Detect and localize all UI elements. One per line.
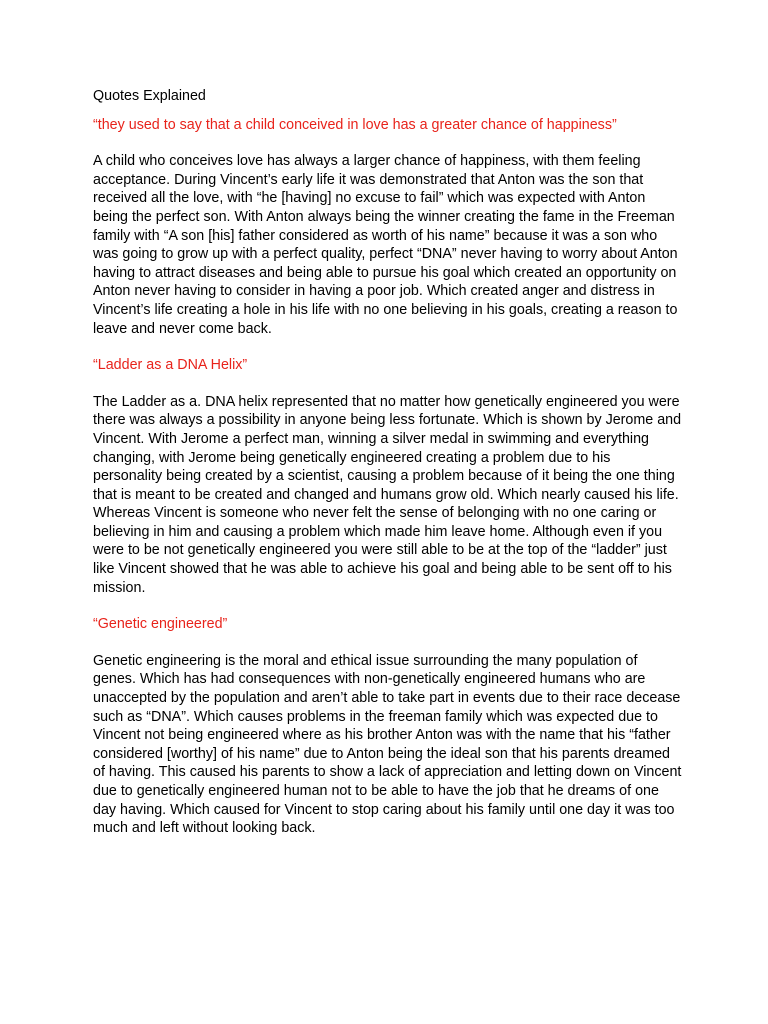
document-content [93,87,683,856]
section-1-body: A child who conceives love has always a larger chance of happiness, with them feeling acceptance. During Vincent’s early life it was demonstrated that Anton was the son that received all the love, with “he [having] no excuse to fail” which was expected with Anton being the perfect son. With Anton always being the winner creating the fame in the Freeman family with “A son [his] father considered as worth of his name” because it was a son who was going to grow up with a perfect quality, perfect “DNA” never having to worry about Anton having to attract diseases and being able to pursue his goal which created an opportunity on Anton never having to consider in having a poor job. Which created anger and distress in Vincent’s life creating a hole in his life with no one believing in his goals, creating a reason to leave and never come back. [93,153,678,337]
section-2-quote: “Ladder as a DNA Helix” [93,357,248,374]
document-title: Quotes Explained [93,88,206,104]
section-2-body: The Ladder as a. DNA helix represented that no matter how genetically engineered you were there was always a possibility in anyone being less fortunate. Which is shown by Jerome and Vincent. With Jerome a perfect man, winning a silver medal in swimming and everything changing, with Jerome being genetically engineered creating a problem due to his personality being created by a scientist, causing a problem because of it being the one thing that is meant to be created and changed and humans grow old. Which nearly caused his life. Whereas Vincent is someone who never felt the sense of belonging with no one caring or believing in him and causing a problem which made him leave home. Although even if you were to be not genetically engineered you were still able to be at the top of the “ladder” just like Vincent showed that he was able to achieve his goal and being able to be sent off to his mission. [93,393,682,596]
section-3-body: Genetic engineering is the moral and ethical issue surrounding the many population of genes. Which has had consequences with non-genetically engineered humans who are unaccepted by the population and aren’t able to take part in events due to their race decease such as “DNA”. Which causes problems in the freeman family which was expected due to Vincent not being engineered where as his brother Anton was with the name that his “father considered [worthy] of his name” due to Anton being the ideal son that his parents dreamed of having. This caused his parents to show a lack of appreciation and letting down on Vincent due to genetically engineered human not to be able to have the job that he dreams of one day having. Which caused for Vincent to stop caring about his family until one day it was too much and left without looking back. [93,652,682,837]
section-3-quote: “Genetic engineered” [93,616,228,633]
section-1-quote: “they used to say that a child conceived in love has a greater chance of happiness” [93,116,617,133]
